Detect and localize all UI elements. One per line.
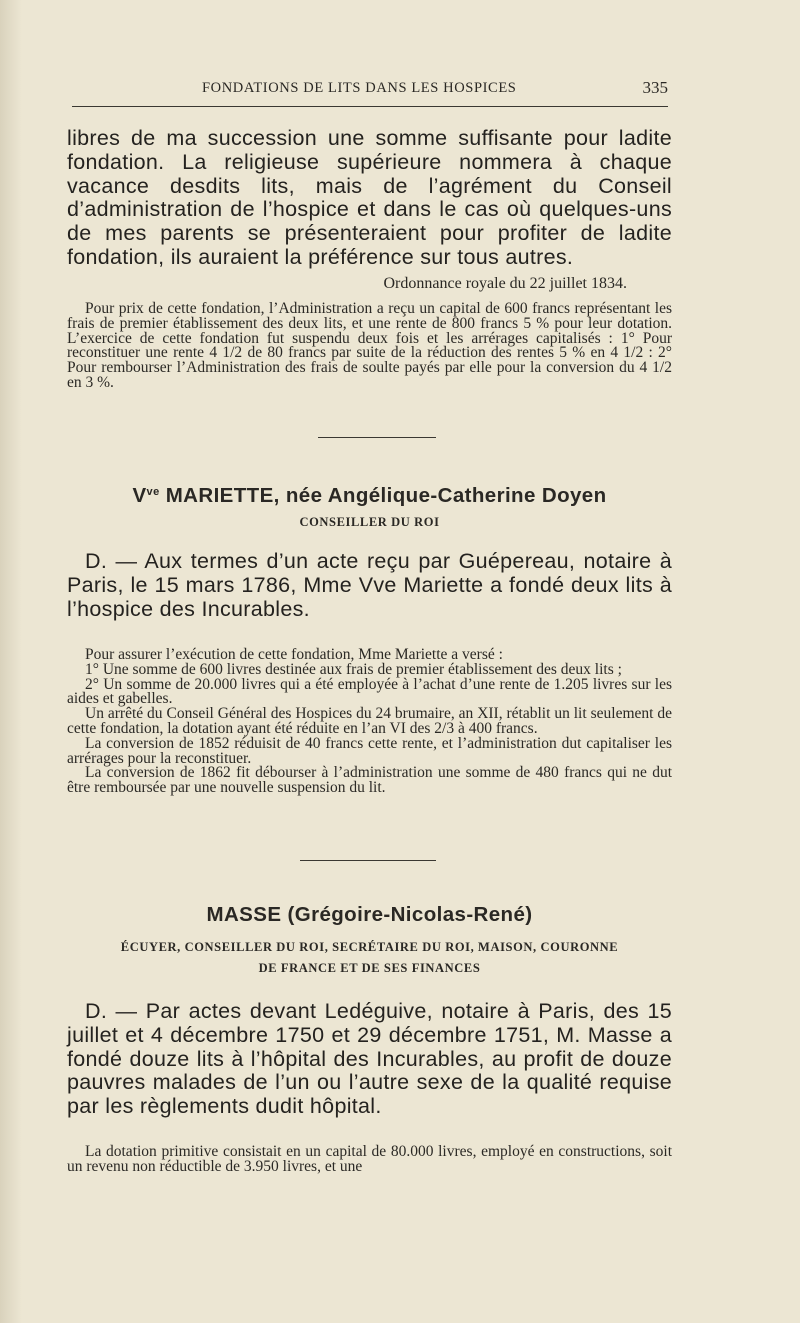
running-head — [72, 78, 672, 102]
running-title: FONDATIONS DE LITS DANS LES HOSPICES — [202, 80, 517, 96]
body-paragraph-masse: D. — Par actes devant Ledéguive, notaire à Paris, des 15 juillet et 4 décembre 1750 et 29 décembre 1751, M. Masse a fondé douze lits à l’hôpital des Incurables, au profit de douze pauvres malades de l’un ou l’autre sexe de la qualité requise par les règlements dudit hôpital. — [67, 999, 672, 1119]
section-subtitle-masse-2: DE FRANCE ET DE SES FINANCES — [258, 961, 481, 975]
section-heading-masse: MASSE (Grégoire-Nicolas-René) — [206, 903, 533, 926]
notes-mariette — [67, 648, 672, 796]
note-line: La conversion de 1862 fit débourser à l’administration une somme de 480 francs qui ne dut être remboursée par une nouvelle suspension du lit. — [67, 764, 672, 797]
page-number: 335 — [642, 78, 668, 97]
note-line: 2° Un somme de 20.000 livres qui a été employée à l’achat d’une rente de 1.205 livres sur les aides et gabelles. — [67, 675, 672, 708]
note-masse: La dotation primitive consistait en un capital de 80.000 livres, employé en constructions, soit un revenu non réductible de 3.950 livres, et une — [67, 1143, 672, 1175]
heading-prefix: V — [132, 484, 147, 507]
page-edge-shadow — [0, 0, 22, 1323]
section-subtitle-mariette: CONSEILLER DU ROI — [299, 515, 440, 529]
note-line: Un arrêté du Conseil Général des Hospices du 24 brumaire, an XII, rétablit un lit seulement de cette fondation, la dotation ayant été réduite en l’an VI des 2/3 à 400 francs. — [67, 705, 672, 737]
note-line: Pour assurer l’exécution de cette fondation, Mme Mariette a versé : — [85, 646, 503, 663]
section-heading-mariette — [67, 480, 672, 508]
body-paragraph-mariette: D. — Aux termes d’un acte reçu par Guépereau, notaire à Paris, le 15 mars 1786, Mme Vve Mariette a fondé deux lits à l’hospice des Incurables. — [67, 549, 672, 621]
section-separator — [300, 860, 436, 861]
citation: Ordonnance royale du 22 juillet 1834. — [383, 275, 627, 292]
note-line: 1° Une somme de 600 livres destinée aux frais de premier établissement des deux lits ; — [85, 660, 622, 678]
heading-name: MARIETTE, née Angélique-Catherine Doyen — [159, 484, 607, 507]
section-separator — [318, 437, 436, 438]
header-rule — [72, 106, 668, 107]
note-line: La conversion de 1852 réduisit de 40 francs cette rente, et l’administration dut capitaliser les arrérages pour la reconstituer. — [67, 734, 672, 767]
footnote-paragraph: Pour prix de cette fondation, l’Administration a reçu un capital de 600 francs représentant les frais de premier établissement des deux lits, et une rente de 800 francs 5 % pour leur dotation. L’exercice de cette fondation fut suspendu deux fois et les arrérages capitalisés : 1° Pour reconstituer une rente 4 1/2 de 80 francs par suite de la réduction des rentes 5 % en 4 1/2 : 2° Pour rembourser l’Administration des frais de soulte payés par elle pour la conversion du 4 1/2 en 3 %. — [67, 300, 672, 391]
heading-superscript: ve — [146, 486, 160, 498]
section-subtitle-masse-1: ÉCUYER, CONSEILLER DU ROI, SECRÉTAIRE DU ROI, MAISON, COURONNE — [120, 940, 619, 954]
body-paragraph: libres de ma succession une somme suffisante pour ladite fondation. La religieuse supérieure nommera à chaque vacance desdits lits, mais de l’agrément du Conseil d’administration de l’hospice et dans le cas où quelques-uns de mes parents se présenteraient pour profiter de ladite fondation, ils auraient la préférence sur tous autres. — [67, 126, 672, 269]
